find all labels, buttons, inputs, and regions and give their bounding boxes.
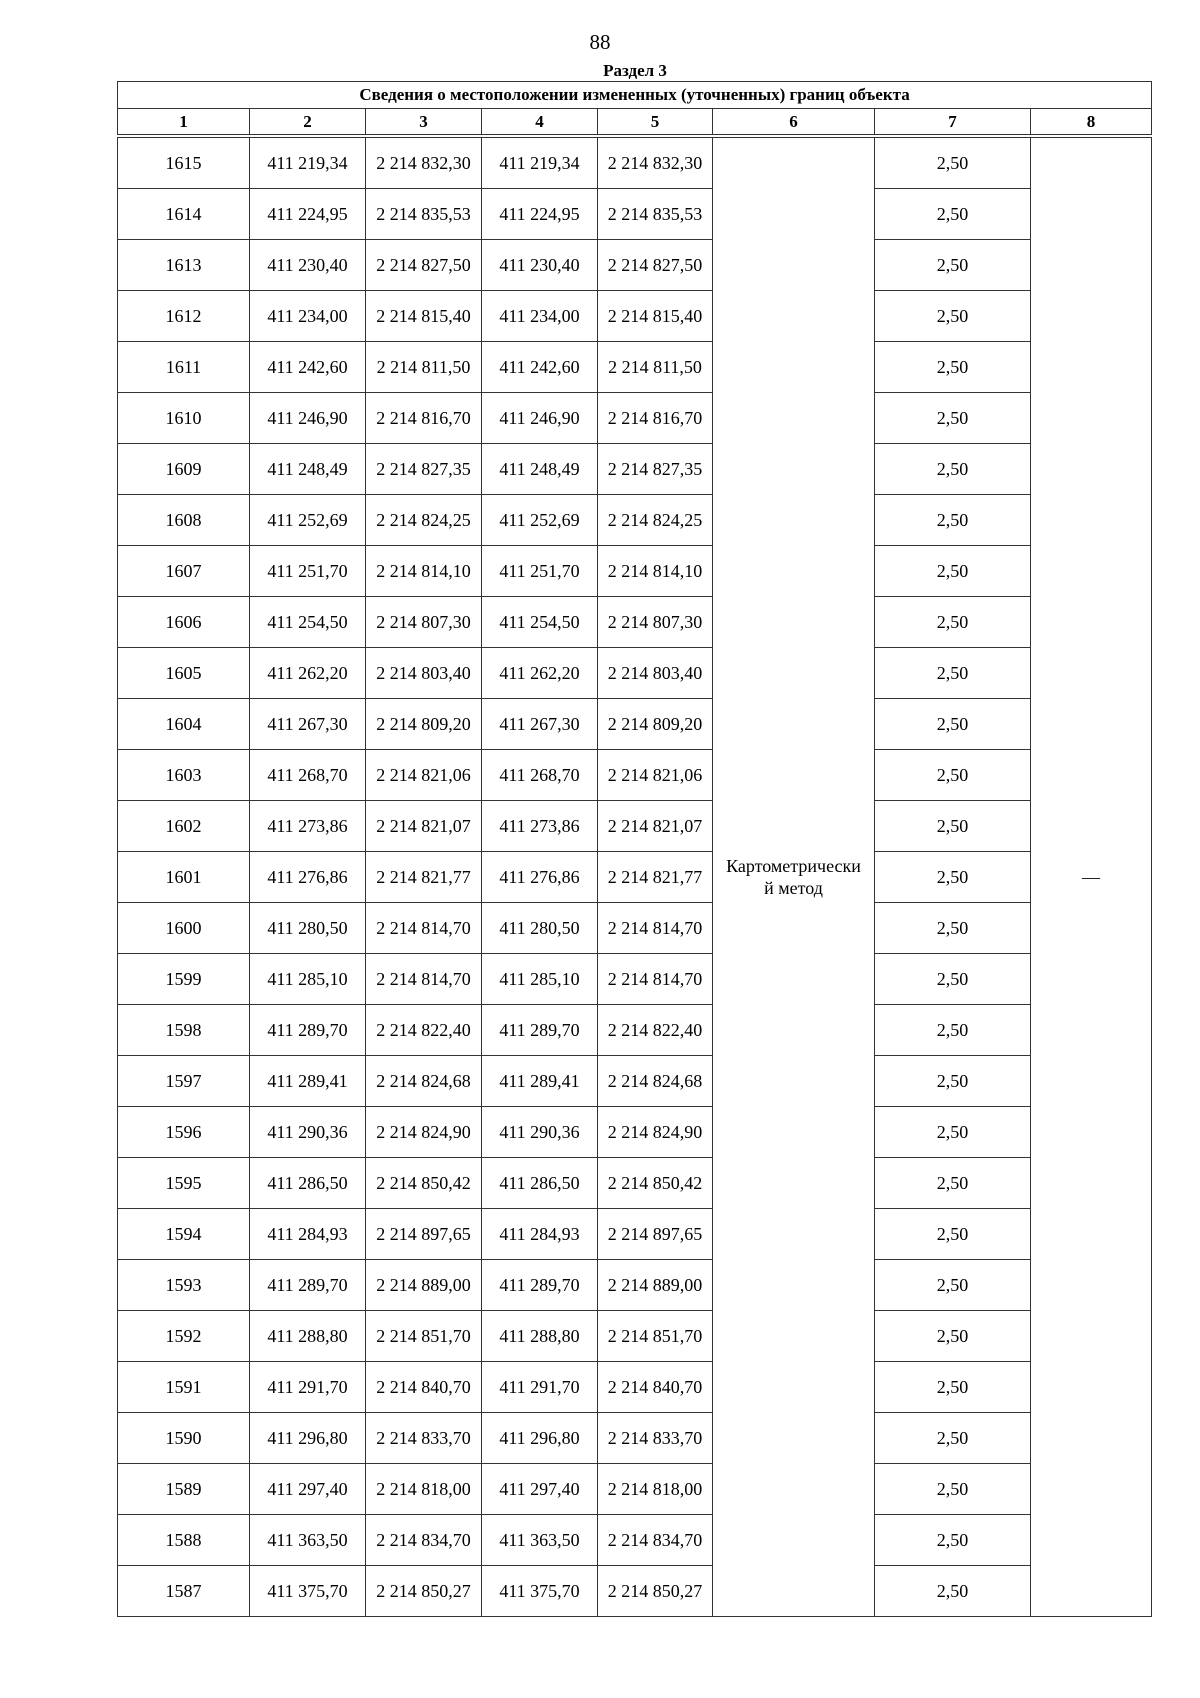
y-new-cell: 2 214 827,35 xyxy=(598,444,713,495)
x-old-cell: 411 254,50 xyxy=(250,597,366,648)
y-new-cell: 2 214 822,40 xyxy=(598,1005,713,1056)
accuracy-cell: 2,50 xyxy=(875,954,1031,1005)
table-row xyxy=(118,1107,1152,1158)
table-row xyxy=(118,852,1152,903)
table-row xyxy=(118,597,1152,648)
accuracy-cell: 2,50 xyxy=(875,597,1031,648)
x-old-cell: 411 242,60 xyxy=(250,342,366,393)
x-new-cell: 411 289,41 xyxy=(482,1056,598,1107)
point-number-cell: 1597 xyxy=(118,1056,250,1107)
x-old-cell: 411 246,90 xyxy=(250,393,366,444)
y-old-cell: 2 214 821,77 xyxy=(366,852,482,903)
y-new-cell: 2 214 814,70 xyxy=(598,954,713,1005)
section-title: Раздел 3 xyxy=(603,61,667,80)
method-text-line: й метод xyxy=(764,878,823,898)
x-new-cell: 411 262,20 xyxy=(482,648,598,699)
boundary-coordinates-table xyxy=(117,81,1152,1617)
table-row xyxy=(118,189,1152,240)
accuracy-cell: 2,50 xyxy=(875,138,1031,189)
y-new-cell: 2 214 811,50 xyxy=(598,342,713,393)
y-old-cell: 2 214 824,90 xyxy=(366,1107,482,1158)
accuracy-cell: 2,50 xyxy=(875,1260,1031,1311)
x-old-cell: 411 268,70 xyxy=(250,750,366,801)
y-old-cell: 2 214 897,65 xyxy=(366,1209,482,1260)
table-row xyxy=(118,495,1152,546)
table-row xyxy=(118,1158,1152,1209)
point-number-cell: 1594 xyxy=(118,1209,250,1260)
y-old-cell: 2 214 824,25 xyxy=(366,495,482,546)
column-number: 8 xyxy=(1031,109,1152,135)
column-number: 1 xyxy=(118,109,250,135)
y-new-cell: 2 214 807,30 xyxy=(598,597,713,648)
column-number: 7 xyxy=(875,109,1031,135)
accuracy-cell: 2,50 xyxy=(875,801,1031,852)
table-caption: Сведения о местоположении измененных (уточненных) границ объекта xyxy=(118,82,1152,109)
table-row xyxy=(118,1413,1152,1464)
column-number: 4 xyxy=(482,109,598,135)
y-old-cell: 2 214 815,40 xyxy=(366,291,482,342)
accuracy-cell: 2,50 xyxy=(875,750,1031,801)
point-number-cell: 1615 xyxy=(118,138,250,189)
table-row xyxy=(118,1515,1152,1566)
table-row xyxy=(118,1209,1152,1260)
point-number-cell: 1609 xyxy=(118,444,250,495)
point-number-cell: 1604 xyxy=(118,699,250,750)
table-row xyxy=(118,1464,1152,1515)
table-row xyxy=(118,291,1152,342)
y-new-cell: 2 214 821,77 xyxy=(598,852,713,903)
point-number-cell: 1596 xyxy=(118,1107,250,1158)
y-old-cell: 2 214 834,70 xyxy=(366,1515,482,1566)
column-number: 3 xyxy=(366,109,482,135)
x-old-cell: 411 375,70 xyxy=(250,1566,366,1617)
point-number-cell: 1590 xyxy=(118,1413,250,1464)
table-body xyxy=(118,138,1152,1617)
table-row xyxy=(118,393,1152,444)
point-number-cell: 1588 xyxy=(118,1515,250,1566)
point-number-cell: 1595 xyxy=(118,1158,250,1209)
x-new-cell: 411 248,49 xyxy=(482,444,598,495)
point-number-cell: 1613 xyxy=(118,240,250,291)
notes-cell: — xyxy=(1031,138,1152,1617)
y-old-cell: 2 214 816,70 xyxy=(366,393,482,444)
accuracy-cell: 2,50 xyxy=(875,1158,1031,1209)
y-old-cell: 2 214 818,00 xyxy=(366,1464,482,1515)
x-old-cell: 411 262,20 xyxy=(250,648,366,699)
x-new-cell: 411 289,70 xyxy=(482,1005,598,1056)
table-row xyxy=(118,648,1152,699)
x-new-cell: 411 267,30 xyxy=(482,699,598,750)
x-new-cell: 411 289,70 xyxy=(482,1260,598,1311)
x-new-cell: 411 375,70 xyxy=(482,1566,598,1617)
point-number-cell: 1598 xyxy=(118,1005,250,1056)
x-old-cell: 411 230,40 xyxy=(250,240,366,291)
table-row xyxy=(118,1311,1152,1362)
x-old-cell: 411 363,50 xyxy=(250,1515,366,1566)
column-number: 2 xyxy=(250,109,366,135)
accuracy-cell: 2,50 xyxy=(875,1209,1031,1260)
y-new-cell: 2 214 803,40 xyxy=(598,648,713,699)
y-new-cell: 2 214 834,70 xyxy=(598,1515,713,1566)
x-new-cell: 411 251,70 xyxy=(482,546,598,597)
x-new-cell: 411 224,95 xyxy=(482,189,598,240)
accuracy-cell: 2,50 xyxy=(875,291,1031,342)
x-new-cell: 411 296,80 xyxy=(482,1413,598,1464)
accuracy-cell: 2,50 xyxy=(875,699,1031,750)
x-old-cell: 411 285,10 xyxy=(250,954,366,1005)
y-new-cell: 2 214 814,10 xyxy=(598,546,713,597)
x-old-cell: 411 248,49 xyxy=(250,444,366,495)
point-number-cell: 1593 xyxy=(118,1260,250,1311)
y-new-cell: 2 214 814,70 xyxy=(598,903,713,954)
point-number-cell: 1608 xyxy=(118,495,250,546)
x-new-cell: 411 280,50 xyxy=(482,903,598,954)
x-new-cell: 411 242,60 xyxy=(482,342,598,393)
point-number-cell: 1603 xyxy=(118,750,250,801)
point-number-cell: 1587 xyxy=(118,1566,250,1617)
y-old-cell: 2 214 822,40 xyxy=(366,1005,482,1056)
x-old-cell: 411 273,86 xyxy=(250,801,366,852)
table-row xyxy=(118,1362,1152,1413)
y-new-cell: 2 214 821,07 xyxy=(598,801,713,852)
y-old-cell: 2 214 851,70 xyxy=(366,1311,482,1362)
y-new-cell: 2 214 821,06 xyxy=(598,750,713,801)
accuracy-cell: 2,50 xyxy=(875,495,1031,546)
table-row xyxy=(118,903,1152,954)
accuracy-cell: 2,50 xyxy=(875,189,1031,240)
y-old-cell: 2 214 809,20 xyxy=(366,699,482,750)
x-new-cell: 411 252,69 xyxy=(482,495,598,546)
y-new-cell: 2 214 897,65 xyxy=(598,1209,713,1260)
y-new-cell: 2 214 835,53 xyxy=(598,189,713,240)
point-number-cell: 1602 xyxy=(118,801,250,852)
x-new-cell: 411 219,34 xyxy=(482,138,598,189)
y-new-cell: 2 214 840,70 xyxy=(598,1362,713,1413)
y-new-cell: 2 214 824,25 xyxy=(598,495,713,546)
accuracy-cell: 2,50 xyxy=(875,1413,1031,1464)
column-number: 6 xyxy=(713,109,875,135)
point-number-cell: 1612 xyxy=(118,291,250,342)
x-old-cell: 411 289,41 xyxy=(250,1056,366,1107)
y-new-cell: 2 214 809,20 xyxy=(598,699,713,750)
x-new-cell: 411 288,80 xyxy=(482,1311,598,1362)
point-number-cell: 1601 xyxy=(118,852,250,903)
x-old-cell: 411 234,00 xyxy=(250,291,366,342)
x-new-cell: 411 291,70 xyxy=(482,1362,598,1413)
table-row xyxy=(118,240,1152,291)
y-new-cell: 2 214 833,70 xyxy=(598,1413,713,1464)
x-old-cell: 411 289,70 xyxy=(250,1260,366,1311)
method-cell xyxy=(713,138,875,1617)
accuracy-cell: 2,50 xyxy=(875,444,1031,495)
y-new-cell: 2 214 850,42 xyxy=(598,1158,713,1209)
table-row xyxy=(118,699,1152,750)
x-old-cell: 411 288,80 xyxy=(250,1311,366,1362)
accuracy-cell: 2,50 xyxy=(875,1056,1031,1107)
y-old-cell: 2 214 835,53 xyxy=(366,189,482,240)
x-old-cell: 411 291,70 xyxy=(250,1362,366,1413)
accuracy-cell: 2,50 xyxy=(875,546,1031,597)
y-new-cell: 2 214 824,90 xyxy=(598,1107,713,1158)
accuracy-cell: 2,50 xyxy=(875,240,1031,291)
x-new-cell: 411 297,40 xyxy=(482,1464,598,1515)
y-old-cell: 2 214 827,50 xyxy=(366,240,482,291)
y-old-cell: 2 214 840,70 xyxy=(366,1362,482,1413)
x-old-cell: 411 252,69 xyxy=(250,495,366,546)
y-new-cell: 2 214 832,30 xyxy=(598,138,713,189)
y-old-cell: 2 214 821,06 xyxy=(366,750,482,801)
point-number-cell: 1611 xyxy=(118,342,250,393)
x-old-cell: 411 289,70 xyxy=(250,1005,366,1056)
page-number: 88 xyxy=(589,30,611,54)
y-old-cell: 2 214 832,30 xyxy=(366,138,482,189)
point-number-cell: 1592 xyxy=(118,1311,250,1362)
x-old-cell: 411 286,50 xyxy=(250,1158,366,1209)
x-new-cell: 411 234,00 xyxy=(482,291,598,342)
y-new-cell: 2 214 850,27 xyxy=(598,1566,713,1617)
point-number-cell: 1591 xyxy=(118,1362,250,1413)
table-caption-row xyxy=(118,82,1152,109)
y-new-cell: 2 214 851,70 xyxy=(598,1311,713,1362)
table-row xyxy=(118,1005,1152,1056)
y-old-cell: 2 214 824,68 xyxy=(366,1056,482,1107)
table-row xyxy=(118,1056,1152,1107)
x-old-cell: 411 251,70 xyxy=(250,546,366,597)
table-row xyxy=(118,342,1152,393)
accuracy-cell: 2,50 xyxy=(875,1566,1031,1617)
accuracy-cell: 2,50 xyxy=(875,1362,1031,1413)
y-old-cell: 2 214 850,27 xyxy=(366,1566,482,1617)
x-old-cell: 411 280,50 xyxy=(250,903,366,954)
accuracy-cell: 2,50 xyxy=(875,852,1031,903)
accuracy-cell: 2,50 xyxy=(875,1464,1031,1515)
x-new-cell: 411 246,90 xyxy=(482,393,598,444)
y-new-cell: 2 214 815,40 xyxy=(598,291,713,342)
accuracy-cell: 2,50 xyxy=(875,1107,1031,1158)
x-old-cell: 411 290,36 xyxy=(250,1107,366,1158)
y-new-cell: 2 214 889,00 xyxy=(598,1260,713,1311)
y-old-cell: 2 214 807,30 xyxy=(366,597,482,648)
column-number-row xyxy=(118,109,1152,135)
x-old-cell: 411 284,93 xyxy=(250,1209,366,1260)
table-row xyxy=(118,1566,1152,1617)
accuracy-cell: 2,50 xyxy=(875,648,1031,699)
x-new-cell: 411 286,50 xyxy=(482,1158,598,1209)
point-number-cell: 1589 xyxy=(118,1464,250,1515)
x-new-cell: 411 363,50 xyxy=(482,1515,598,1566)
point-number-cell: 1610 xyxy=(118,393,250,444)
table-row xyxy=(118,801,1152,852)
accuracy-cell: 2,50 xyxy=(875,903,1031,954)
y-old-cell: 2 214 833,70 xyxy=(366,1413,482,1464)
y-new-cell: 2 214 827,50 xyxy=(598,240,713,291)
y-new-cell: 2 214 824,68 xyxy=(598,1056,713,1107)
table-row xyxy=(118,1260,1152,1311)
table-row xyxy=(118,444,1152,495)
x-new-cell: 411 273,86 xyxy=(482,801,598,852)
x-new-cell: 411 290,36 xyxy=(482,1107,598,1158)
y-old-cell: 2 214 850,42 xyxy=(366,1158,482,1209)
y-old-cell: 2 214 811,50 xyxy=(366,342,482,393)
y-old-cell: 2 214 827,35 xyxy=(366,444,482,495)
x-new-cell: 411 254,50 xyxy=(482,597,598,648)
point-number-cell: 1605 xyxy=(118,648,250,699)
table-row xyxy=(118,750,1152,801)
point-number-cell: 1614 xyxy=(118,189,250,240)
x-new-cell: 411 276,86 xyxy=(482,852,598,903)
point-number-cell: 1607 xyxy=(118,546,250,597)
accuracy-cell: 2,50 xyxy=(875,1311,1031,1362)
method-text-line: Картометрически xyxy=(726,856,861,876)
column-number: 5 xyxy=(598,109,713,135)
point-number-cell: 1606 xyxy=(118,597,250,648)
point-number-cell: 1599 xyxy=(118,954,250,1005)
y-new-cell: 2 214 818,00 xyxy=(598,1464,713,1515)
x-old-cell: 411 296,80 xyxy=(250,1413,366,1464)
y-old-cell: 2 214 803,40 xyxy=(366,648,482,699)
accuracy-cell: 2,50 xyxy=(875,342,1031,393)
y-old-cell: 2 214 889,00 xyxy=(366,1260,482,1311)
accuracy-cell: 2,50 xyxy=(875,1005,1031,1056)
table-row xyxy=(118,954,1152,1005)
x-new-cell: 411 285,10 xyxy=(482,954,598,1005)
y-old-cell: 2 214 821,07 xyxy=(366,801,482,852)
y-old-cell: 2 214 814,70 xyxy=(366,903,482,954)
x-new-cell: 411 268,70 xyxy=(482,750,598,801)
x-new-cell: 411 284,93 xyxy=(482,1209,598,1260)
accuracy-cell: 2,50 xyxy=(875,393,1031,444)
table-row xyxy=(118,546,1152,597)
y-old-cell: 2 214 814,10 xyxy=(366,546,482,597)
x-old-cell: 411 219,34 xyxy=(250,138,366,189)
y-new-cell: 2 214 816,70 xyxy=(598,393,713,444)
x-old-cell: 411 276,86 xyxy=(250,852,366,903)
x-old-cell: 411 297,40 xyxy=(250,1464,366,1515)
y-old-cell: 2 214 814,70 xyxy=(366,954,482,1005)
x-new-cell: 411 230,40 xyxy=(482,240,598,291)
x-old-cell: 411 224,95 xyxy=(250,189,366,240)
point-number-cell: 1600 xyxy=(118,903,250,954)
x-old-cell: 411 267,30 xyxy=(250,699,366,750)
accuracy-cell: 2,50 xyxy=(875,1515,1031,1566)
table-row xyxy=(118,138,1152,189)
